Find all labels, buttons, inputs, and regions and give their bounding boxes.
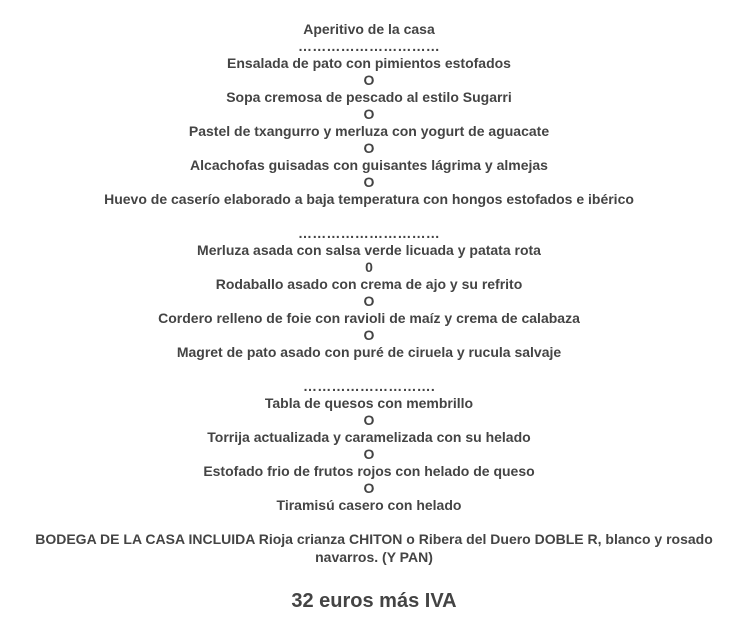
menu-line-dessert: Estofado frio de frutos rojos con helado de queso <box>203 463 535 479</box>
menu-line-starter: Alcachofas guisadas con guisantes lágrima y almejas <box>190 157 548 173</box>
menu-line-starter: Pastel de txangurro y merluza con yogurt de aguacate <box>188 123 550 139</box>
menu-line-main: Cordero relleno de foie con ravioli de maíz y crema de calabaza <box>158 310 580 326</box>
menu-line-dessert: Tiramisú casero con helado <box>276 497 462 513</box>
menu-line-or: O <box>363 446 375 462</box>
menu-line-or: O <box>363 72 375 88</box>
section-separator: ………………………… <box>298 225 440 241</box>
menu-line-dessert: Tabla de quesos con membrillo <box>264 395 474 411</box>
menu-line-or: O <box>363 480 375 496</box>
menu-line-or: O <box>363 327 375 343</box>
menu-line-or: O <box>363 293 375 309</box>
menu-line-or: O <box>363 174 375 190</box>
menu-line-or: 0 <box>365 259 373 275</box>
menu-line-starter: Huevo de caserío elaborado a baja temperatura con hongos estofados e ibérico <box>104 191 634 207</box>
wine-note: BODEGA DE LA CASA INCLUIDA Rioja crianza CHITON o Ribera del Duero DOBLE R, blanco y rosado navarros. (Y PAN) <box>35 531 713 565</box>
menu-line-starter: Ensalada de pato con pimientos estofados <box>227 55 511 71</box>
menu-line-dessert: Torrija actualizada y caramelizada con su helado <box>207 429 531 445</box>
menu-line-or: O <box>363 106 375 122</box>
menu-line-aperitivo: Aperitivo de la casa <box>303 21 435 37</box>
section-separator: ………………………. <box>303 378 435 394</box>
menu-line-or: O <box>363 140 375 156</box>
section-separator: ………………………… <box>298 38 440 54</box>
menu-line-main: Magret de pato asado con puré de ciruela y rucula salvaje <box>176 344 562 360</box>
menu-price: 32 euros más IVA <box>291 590 457 612</box>
menu-line-main: Rodaballo asado con crema de ajo y su refrito <box>215 276 523 292</box>
menu-line-starter: Sopa cremosa de pescado al estilo Sugarri <box>226 89 512 105</box>
menu-line-main: Merluza asada con salsa verde licuada y patata rota <box>197 242 541 258</box>
menu-line-or: O <box>363 412 375 428</box>
